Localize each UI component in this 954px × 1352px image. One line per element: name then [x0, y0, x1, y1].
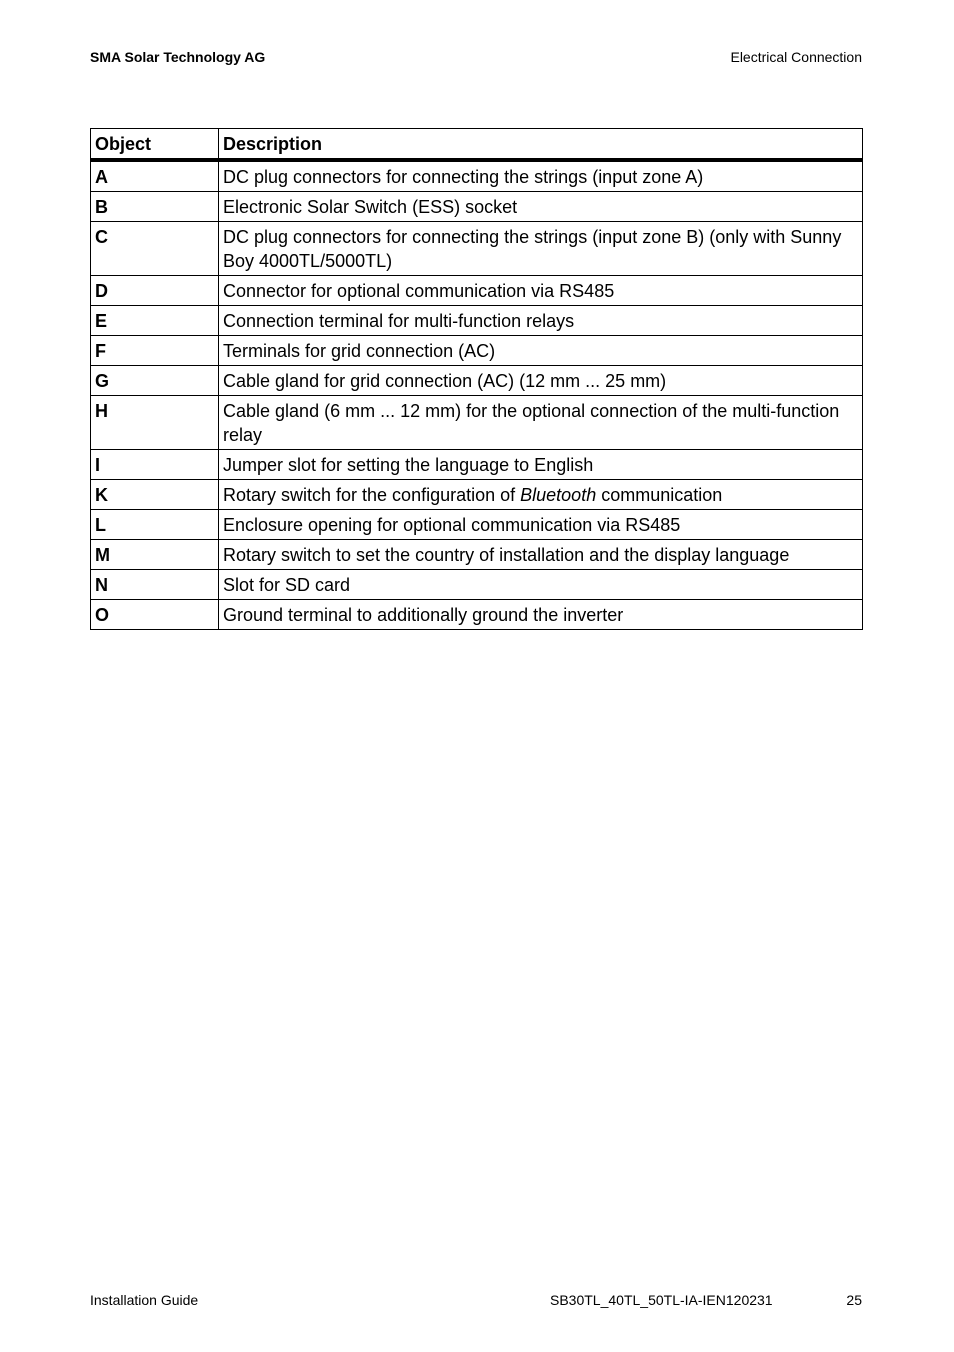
object-cell: I [91, 450, 219, 480]
table-row [91, 600, 863, 630]
table-row [91, 160, 863, 192]
object-cell: K [91, 480, 219, 510]
object-cell: F [91, 336, 219, 366]
description-cell: Ground terminal to additionally ground the inverter [219, 600, 863, 630]
description-cell [219, 480, 863, 510]
table-row [91, 276, 863, 306]
description-cell: Connection terminal for multi-function relays [219, 306, 863, 336]
table-row [91, 396, 863, 450]
object-cell: D [91, 276, 219, 306]
footer-doc-code: SB30TL_40TL_50TL-IA-IEN120231 [550, 1292, 773, 1308]
object-cell: N [91, 570, 219, 600]
page-number: 25 [846, 1292, 862, 1308]
object-description-table [90, 128, 863, 630]
description-cell: Rotary switch to set the country of installation and the display language [219, 540, 863, 570]
description-cell: Cable gland (6 mm ... 12 mm) for the optional connection of the multi-function relay [219, 396, 863, 450]
table-row [91, 192, 863, 222]
description-cell: Jumper slot for setting the language to English [219, 450, 863, 480]
object-cell: E [91, 306, 219, 336]
table-row [91, 336, 863, 366]
object-cell: C [91, 222, 219, 276]
table-row [91, 510, 863, 540]
object-cell: A [91, 160, 219, 192]
description-cell: Electronic Solar Switch (ESS) socket [219, 192, 863, 222]
description-text-pre: Rotary switch for the configuration of [223, 485, 521, 505]
table-row [91, 540, 863, 570]
description-cell: DC plug connectors for connecting the strings (input zone B) (only with Sunny Boy 4000TL/5000TL) [219, 222, 863, 276]
footer-doc-type: Installation Guide [90, 1292, 199, 1308]
description-text-emphasis: Bluetooth [520, 485, 597, 505]
description-text-post: communication [596, 485, 723, 505]
description-cell: Cable gland for grid connection (AC) (12 mm ... 25 mm) [219, 366, 863, 396]
description-cell: DC plug connectors for connecting the strings (input zone A) [219, 160, 863, 192]
table-row [91, 480, 863, 510]
object-cell: M [91, 540, 219, 570]
object-cell: B [91, 192, 219, 222]
table-row [91, 450, 863, 480]
column-header-description: Description [219, 129, 863, 161]
header-company: SMA Solar Technology AG [90, 49, 266, 65]
table-header-row [91, 129, 863, 161]
description-cell: Terminals for grid connection (AC) [219, 336, 863, 366]
table-row [91, 366, 863, 396]
description-cell: Slot for SD card [219, 570, 863, 600]
description-cell: Connector for optional communication via RS485 [219, 276, 863, 306]
object-cell: L [91, 510, 219, 540]
object-cell: G [91, 366, 219, 396]
header-section-title: Electrical Connection [730, 49, 862, 65]
table-row [91, 570, 863, 600]
object-cell: H [91, 396, 219, 450]
table-row [91, 222, 863, 276]
object-cell: O [91, 600, 219, 630]
table-row [91, 306, 863, 336]
column-header-object: Object [91, 129, 219, 161]
description-cell: Enclosure opening for optional communication via RS485 [219, 510, 863, 540]
